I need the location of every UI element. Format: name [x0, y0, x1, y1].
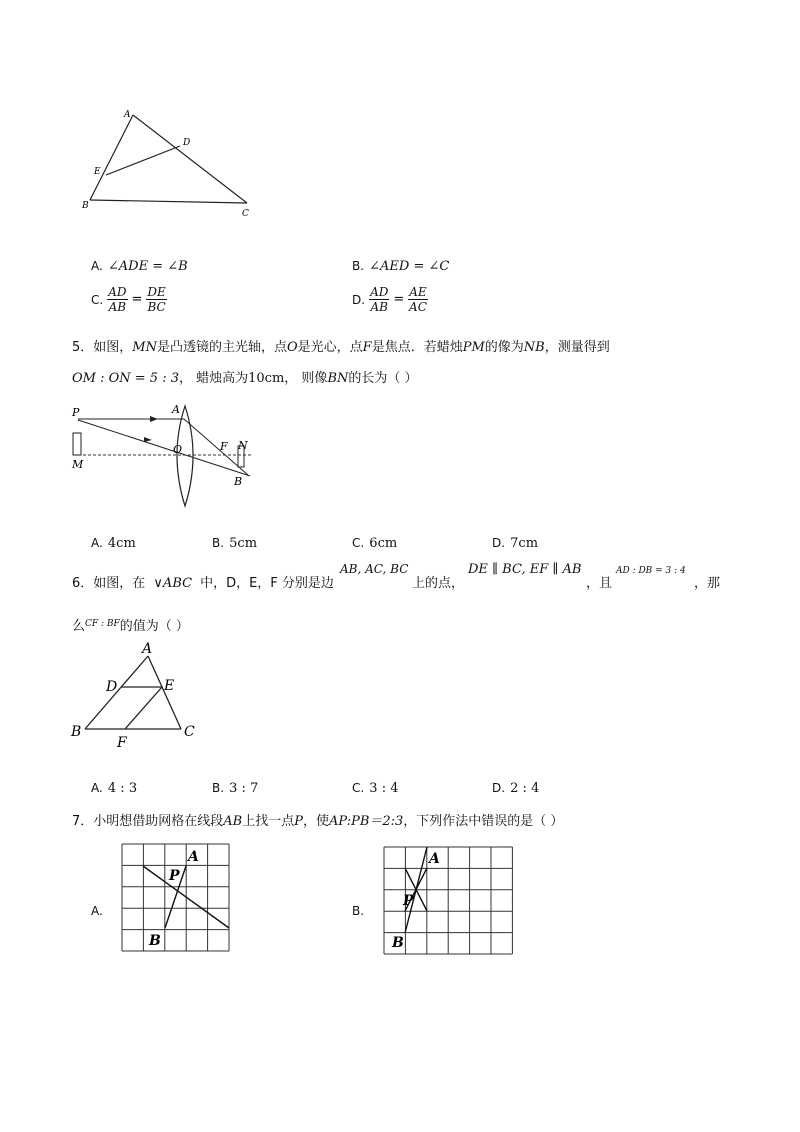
- q6-sides: AB, AC, BC: [340, 562, 409, 576]
- label-c: C: [242, 209, 249, 219]
- label-b: B: [71, 724, 82, 740]
- q5-options: [91, 532, 651, 552]
- option-text: ∠ADE = ∠B: [107, 259, 188, 274]
- option-letter: D.: [492, 536, 506, 550]
- segment-de: [106, 146, 180, 175]
- label-p: P: [403, 893, 414, 909]
- q5-stem-line1: 5．如图，MN是凸透镜的主光轴，点O是光心，点F是焦点．若蜡烛PM的像为NB，测量得到: [72, 340, 610, 355]
- option-text: 3 : 7: [229, 781, 259, 796]
- label-f: F: [117, 735, 127, 751]
- convex-lens-figure: [68, 398, 263, 513]
- option-letter: C.: [352, 536, 365, 550]
- option-text: 7cm: [510, 536, 539, 551]
- candle-pm: [73, 433, 81, 455]
- side-ab: [90, 115, 133, 200]
- q6-option-a[interactable]: [91, 777, 137, 796]
- q5-option-b[interactable]: [212, 532, 257, 551]
- q6-tail: ，那: [694, 576, 721, 591]
- q4-option-d[interactable]: [352, 285, 428, 314]
- q7-option-b-label[interactable]: B.: [352, 904, 365, 918]
- q6-option-c[interactable]: [352, 777, 398, 796]
- equals-sign: =: [393, 292, 405, 307]
- label-n: N: [238, 439, 248, 452]
- side-bc: [90, 200, 247, 203]
- label-b: B: [392, 935, 404, 951]
- option-text: 4cm: [107, 536, 136, 551]
- triangle-def-figure: [68, 638, 208, 753]
- label-d: D: [183, 138, 191, 148]
- q5-stem-line2: OM : ON = 5 : 3， 蜡烛高为10cm， 则像BN的长为（ ）: [72, 371, 418, 386]
- label-a: A: [188, 849, 199, 865]
- option-text: 2 : 4: [510, 781, 540, 796]
- side-ac: [133, 115, 247, 203]
- arrow-head-icon: [150, 416, 158, 422]
- fraction-ad-ab: $\frac{AD}{AB}$: [108, 285, 127, 314]
- label-a: A: [142, 641, 153, 657]
- label-e: E: [164, 678, 175, 694]
- q5-option-c[interactable]: [352, 532, 397, 551]
- q5-option-d[interactable]: [492, 532, 538, 551]
- q6-options: [91, 777, 651, 797]
- grid-figure-b[interactable]: [383, 843, 515, 955]
- q6-stem-line2: 么$^{CF : BF}$的值为（ ）: [72, 619, 189, 634]
- option-letter: A.: [91, 781, 103, 795]
- option-letter: A.: [91, 259, 103, 273]
- label-b: B: [149, 933, 161, 949]
- label-d: D: [106, 679, 118, 695]
- option-letter: C.: [91, 292, 104, 307]
- option-text: ∠AED = ∠C: [369, 259, 450, 274]
- option-letter: C.: [352, 781, 365, 795]
- fraction-ad-ab: $\frac{AD}{AB}$: [370, 285, 389, 314]
- label-f: F: [220, 440, 228, 453]
- q7-stem: 7．小明想借助网格在线段AB上找一点P，使AP:PB＝2:3，下列作法中错误的是（ ）: [72, 814, 564, 829]
- label-a: A: [172, 403, 180, 416]
- option-text: 3 : 4: [369, 781, 399, 796]
- label-a: A: [429, 851, 440, 867]
- q4-option-a[interactable]: [91, 255, 188, 274]
- option-letter: B.: [352, 259, 365, 273]
- q4-option-c[interactable]: [91, 285, 167, 314]
- option-text: 5cm: [229, 536, 258, 551]
- option-letter: D.: [492, 781, 506, 795]
- option-text: 6cm: [369, 536, 398, 551]
- fraction-de-bc: $\frac{DE}{BC}$: [147, 285, 166, 314]
- triangle-ade-figure: [70, 100, 270, 225]
- label-c: C: [184, 724, 195, 740]
- q6-on-points: 上的点，: [412, 576, 465, 591]
- segment-ef: [125, 687, 162, 729]
- label-p: P: [72, 406, 80, 419]
- label-o: O: [173, 443, 183, 456]
- label-a: A: [124, 110, 131, 120]
- label-b: B: [82, 201, 89, 211]
- convex-lens: [177, 406, 193, 506]
- option-letter: A.: [91, 536, 103, 550]
- fraction-ae-ac: $\frac{AE}{AC}$: [409, 285, 427, 314]
- q6-and: ，且: [586, 576, 613, 591]
- grid-figure-a[interactable]: [121, 842, 233, 952]
- option-letter: B.: [212, 536, 225, 550]
- label-e: E: [94, 167, 101, 177]
- q6-ratio: AD : DB = 3 : 4: [616, 566, 686, 576]
- arrow-head-icon: [144, 437, 152, 442]
- option-letter: D.: [352, 292, 366, 307]
- label-b: B: [234, 475, 243, 488]
- option-letter: B.: [212, 781, 225, 795]
- label-m: M: [72, 458, 84, 471]
- q4-option-b[interactable]: [352, 255, 449, 274]
- option-text: 4 : 3: [107, 781, 138, 796]
- q7-option-a-label[interactable]: A.: [91, 904, 103, 918]
- q6-option-d[interactable]: [492, 777, 539, 796]
- label-p: P: [169, 868, 180, 884]
- q6-stem-line1: 6．如图，在 ∨ABC 中，D，E，F 分别是边: [72, 576, 334, 591]
- q5-option-a[interactable]: [91, 532, 136, 551]
- q6-parallel: DE ∥ BC, EF ∥ AB: [468, 562, 582, 577]
- equals-sign: =: [131, 292, 143, 307]
- q6-option-b[interactable]: [212, 777, 258, 796]
